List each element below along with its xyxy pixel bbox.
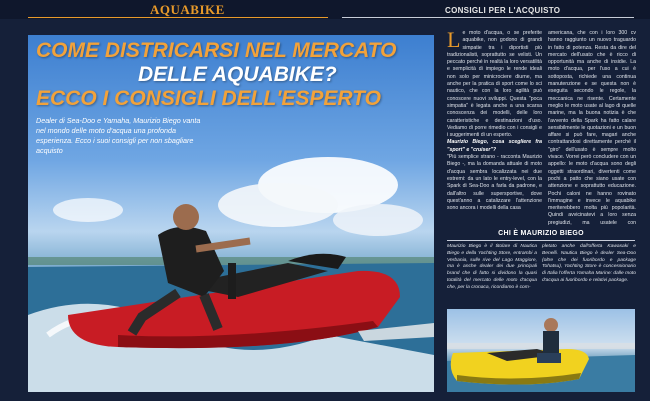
dealer-on-jet-ski-illustration (447, 309, 635, 392)
interview-question: Maurizio Biego, cosa scegliere fra "sport" e "cruiser"? (447, 139, 542, 153)
body-column-2 (548, 30, 636, 226)
portrait-photo (447, 309, 635, 392)
bio-column-2: pletato anche dall'offerta Kawasaki e Benelli. Nautica Biego è dealer Sea-Doo (oltre che dei fuoribordo e package Tohatsu), Yachting Store è concessionario di Italia l'offerta Yamaha Marine: dalle moto d'acqua ai fuoribordo e relativi package. (542, 244, 636, 283)
section-label: AQUABIKE (150, 2, 225, 17)
drop-cap: L (447, 30, 461, 52)
body-paragraph-3: americana, che con i loro 300 cv hanno raggiunto un nuovo traguardo in fatto di potenza. Resta da dire del mercato dell'usato che è ricco di opportunità ma anche di insidie. La moto d'acqua, per l'uso a cui è sottoposta, richiede una continua manutenzione e se questa non è eseguita secondo le regole, la meccanica ne risente. Certamente meglio le moto usate al lago di quelle marine, ma la buona notizia è che l'avvento della Spark ha fatto calare sensibilmente le quotazioni e un buon affare si può fare, magari anche contrattandosi direttamente perché il "giro" dell'usato è sempre molto vivace. Vorrei però concludere con un appello: le moto d'acqua sono degli oggetti straordinari, divertenti come pochi a patto che siano usate con attenzione e soprattutto educazione. Pochi caloni ne hanno rovinato l'immagine e invece le aquabike meriterebbero molta più popolarità. Quindi avvicinatevi a loro senza pregiudizi, ma usatele con (548, 30, 636, 226)
running-head: CONSIGLI PER L'ACQUISTO (445, 6, 561, 15)
hero-photo (28, 35, 434, 392)
body-column-1 (447, 30, 542, 226)
headline-line-3: ECCO I CONSIGLI DELL'ESPERTO (36, 87, 381, 110)
running-head-rule (342, 17, 634, 18)
body-paragraph-1: e moto d'acqua, o se preferite aquabike, non godono di grandi simpatie tra i diportisti più tradizionalisti, soprattutto se velisti. Un peccato perché in realtà la loro versatilità e semplicità di impiego le rende ideali non solo per minicrociere diurne, ma anche per la pratica di sport come lo sci nautico, che con la loro agilità può conoscere nuovi sviluppi. Questa "poca simpatia" è legata anche a una scarsa conoscenza dei modelli, delle loro caratteristiche e destinazioni d'uso. Vediamo di porre rimedio con i consigli e i suggerimenti di un esperto. (447, 30, 542, 139)
bio-column-1: Maurizio Biego è il titolare di Nautica Biego e della Yachting Store, entrambi a Verbania, sulle rive del Lago Maggiore, ma è anche dealer dei due principali brand che di fatto si dividono la quasi totalità del mercato delle moto d'acqua che, per la cronaca, ricordiamo è com- (447, 244, 537, 290)
section-rule (28, 17, 328, 18)
body-paragraph-2: "Più semplice strano - racconta Maurizio Biego -, ma la domanda attuale di moto d'acqua sembra localizzata nei due estremi: da un lato le entry-level, con la Spark di Sea-Doo a farla da padrone, e dall'altro sulle supersportive, dove quest'anno a catalizzare l'attenzione sono ancora i modelli della casa (447, 154, 542, 212)
article-headline (36, 39, 426, 111)
bio-box-title: CHI È MAURIZIO BIEGO (498, 230, 584, 237)
headline-line-2: DELLE AQUABIKE? (138, 63, 337, 86)
article-standfirst: Dealer di Sea-Doo e Yamaha, Maurizio Biego vanta nel mondo delle moto d'acqua una profonda esperienza. Ecco i suoi consigli per non sbagliare acquisto (36, 116, 201, 155)
headline-line-1: COME DISTRICARSI NEL MERCATO (36, 39, 397, 62)
bio-box-rule (447, 240, 635, 241)
